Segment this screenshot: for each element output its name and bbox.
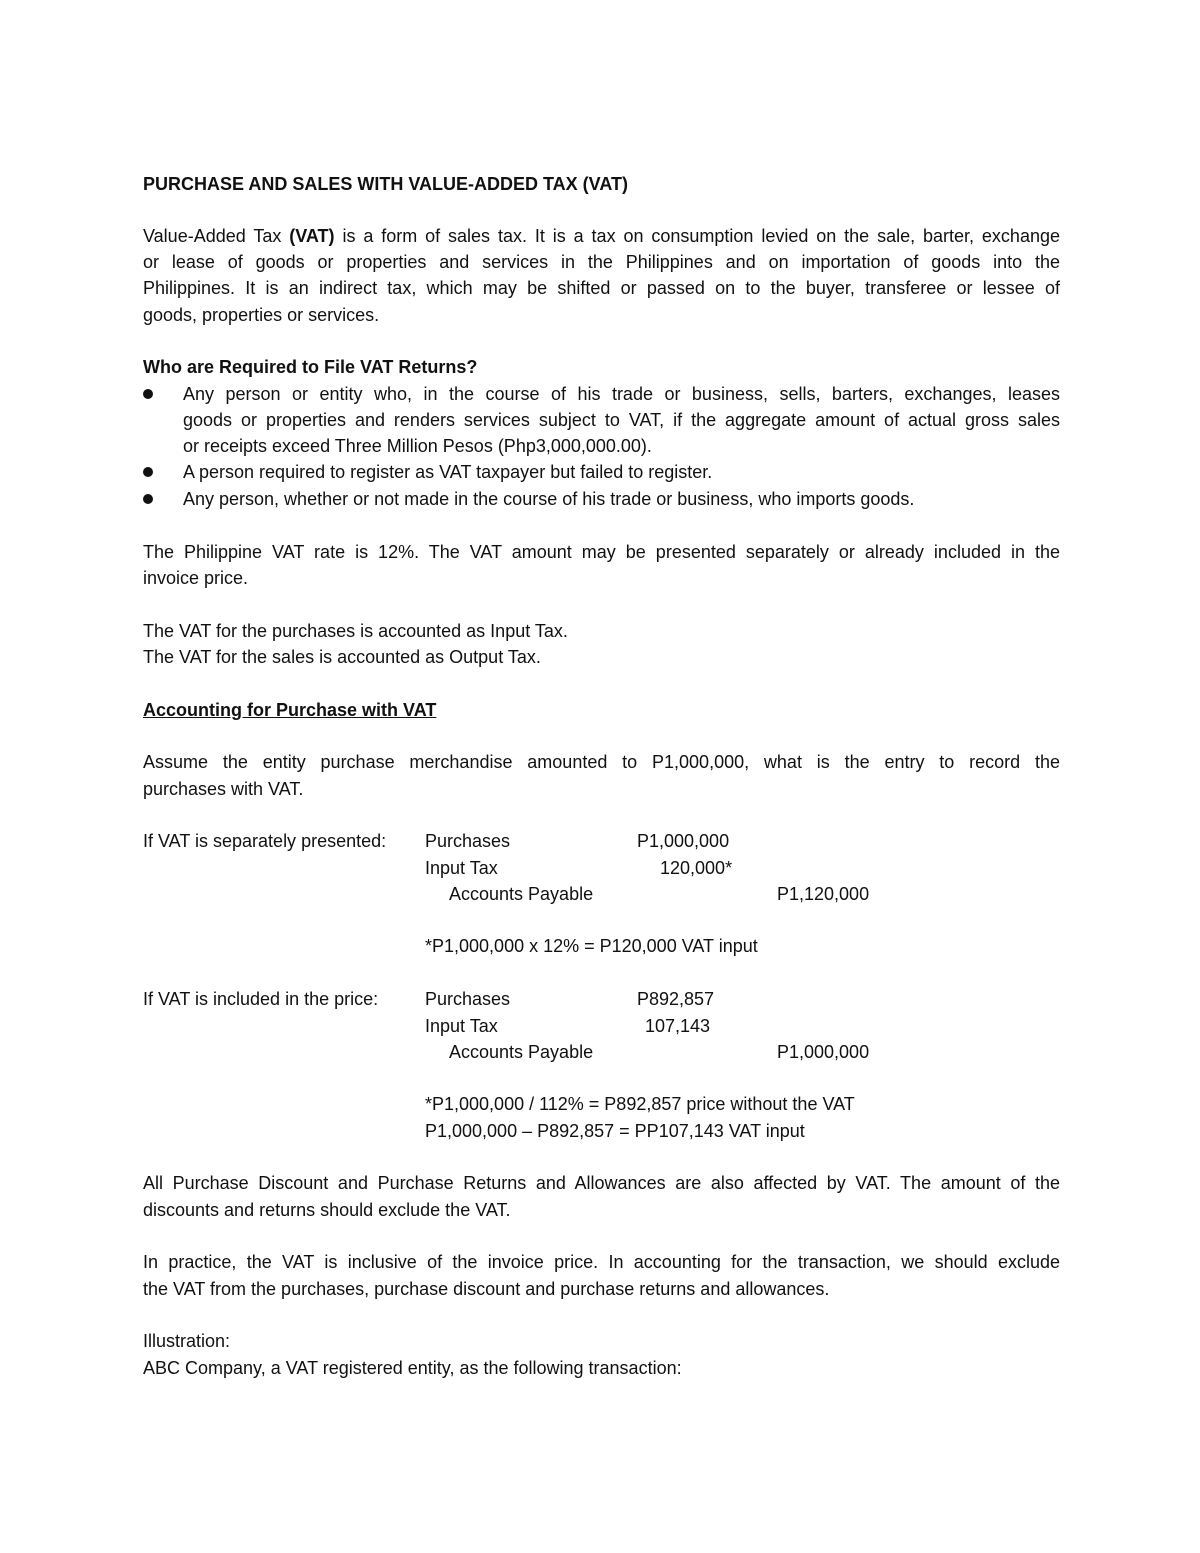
bullet-1-line-2: goods or properties and renders services subject to VAT, if the aggregate amount of actual gross sales xyxy=(183,410,1060,430)
assume-line-1: Assume the entity purchase merchandise amounted to P1,000,000, what is the entry to record the xyxy=(143,752,1060,772)
entry-separate-label: If VAT is separately presented: xyxy=(143,831,387,851)
entry-included-account-payable: Accounts Payable xyxy=(449,1042,594,1062)
entry-separate-account-payable: Accounts Payable xyxy=(449,884,594,904)
intro-text-c: is a form of sales tax. It is a tax on consumption levied on the sale, barter, exchange xyxy=(334,226,1060,246)
bullet-2: A person required to register as VAT taxpayer but failed to register. xyxy=(183,462,713,482)
page-title: PURCHASE AND SALES WITH VALUE-ADDED TAX (VAT) xyxy=(143,174,628,194)
entry-included-account-purchases: Purchases xyxy=(425,989,511,1009)
input-tax-line: The VAT for the purchases is accounted as Input Tax. xyxy=(143,621,568,641)
entry-separate-account-input-tax: Input Tax xyxy=(425,858,498,878)
entry-included-label: If VAT is included in the price: xyxy=(143,989,379,1009)
who-heading: Who are Required to File VAT Returns? xyxy=(143,357,478,377)
entry-separate-note: *P1,000,000 x 12% = P120,000 VAT input xyxy=(425,936,758,956)
accounting-heading: Accounting for Purchase with VAT xyxy=(143,700,437,720)
entry-included-debit-input-tax: 107,143 xyxy=(645,1016,711,1036)
entry-separate-debit-input-tax: 120,000* xyxy=(660,858,733,878)
intro-line-4: goods, properties or services. xyxy=(143,305,380,325)
discounts-line-2: discounts and returns should exclude the VAT. xyxy=(143,1200,511,1220)
intro-text-a: Value-Added Tax xyxy=(143,226,290,246)
bullet-1-line-1: Any person or entity who, in the course of his trade or business, sells, barters, exchanges, leases xyxy=(183,384,1060,404)
intro-line-3: Philippines. It is an indirect tax, which may be shifted or passed on to the buyer, transferee or lessee of xyxy=(143,278,1060,298)
bullet-icon xyxy=(143,389,153,399)
assume-line-2: purchases with VAT. xyxy=(143,779,304,799)
bullet-3: Any person, whether or not made in the course of his trade or business, who imports goods. xyxy=(183,489,915,509)
entry-separate-debit-purchases: P1,000,000 xyxy=(637,831,730,851)
bullet-icon xyxy=(143,467,153,477)
entry-included-note-1: *P1,000,000 / 112% = P892,857 price without the VAT xyxy=(425,1094,855,1114)
intro-vat-bold: (VAT) xyxy=(289,226,335,246)
entry-included-debit-purchases: P892,857 xyxy=(637,989,715,1009)
intro-line-2: or lease of goods or properties and services in the Philippines and on importation of goods into the xyxy=(143,252,1060,272)
entry-included-account-input-tax: Input Tax xyxy=(425,1016,498,1036)
practice-line-2: the VAT from the purchases, purchase discount and purchase returns and allowances. xyxy=(143,1279,830,1299)
bullet-icon xyxy=(143,494,153,504)
illustration-text: ABC Company, a VAT registered entity, as the following transaction: xyxy=(143,1358,682,1378)
rate-line-1: The Philippine VAT rate is 12%. The VAT amount may be presented separately or already included in the xyxy=(143,542,1060,562)
bullet-1-line-3: or receipts exceed Three Million Pesos (Php3,000,000.00). xyxy=(183,436,652,456)
entry-included-note-2: P1,000,000 – P892,857 = PP107,143 VAT input xyxy=(425,1121,805,1141)
rate-line-2: invoice price. xyxy=(143,568,249,588)
entry-separate-credit-payable: P1,120,000 xyxy=(777,884,870,904)
intro-line-1 xyxy=(143,225,1060,247)
illustration-label: Illustration: xyxy=(143,1331,231,1351)
entry-included-credit-payable: P1,000,000 xyxy=(777,1042,870,1062)
output-tax-line: The VAT for the sales is accounted as Output Tax. xyxy=(143,647,541,667)
entry-separate-account-purchases: Purchases xyxy=(425,831,511,851)
discounts-line-1: All Purchase Discount and Purchase Returns and Allowances are also affected by VAT. The amount of the xyxy=(143,1173,1060,1193)
practice-line-1: In practice, the VAT is inclusive of the invoice price. In accounting for the transaction, we should exclude xyxy=(143,1252,1060,1272)
